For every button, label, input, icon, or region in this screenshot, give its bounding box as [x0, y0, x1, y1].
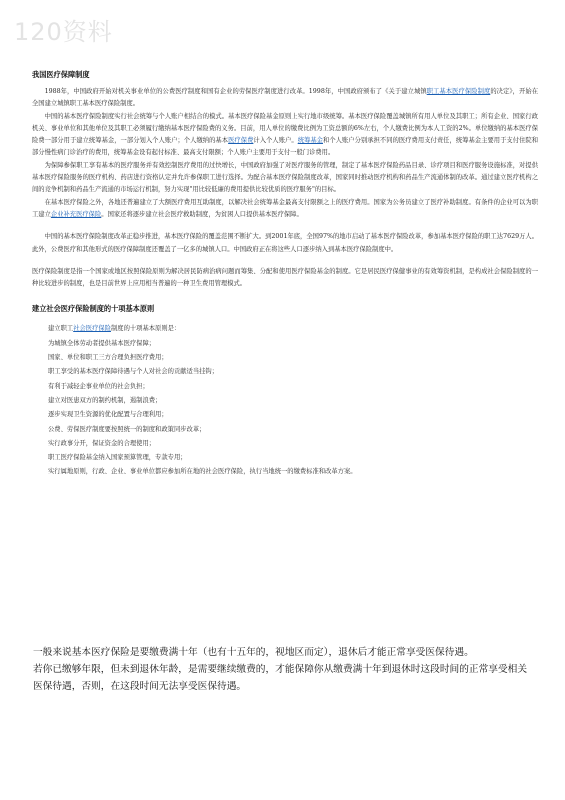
link-enterprise-supplementary-insurance[interactable]: 企业补充医疗保险	[50, 210, 102, 218]
section-title-medical-insurance-system: 我国医疗保障制度	[32, 70, 90, 79]
note-line-2: 若你已缴够年限，但未到退休年龄，是需要继续缴费的，才能保障你从缴费满十年到退休时这段时间的正常享受相关医保待遇，否则，在这段时间无法享受医保待遇。	[33, 664, 528, 693]
principles-list	[32, 322, 538, 479]
document-body	[32, 70, 538, 480]
paragraph-service-management: 为保障参保职工享有基本的医疗服务并有效控制医疗费用的过快增长，中国政府加强了对医疗服务的管理，制定了基本医疗保险药品目录、诊疗项目和医疗服务设施标准，对提供基本医疗保险服务的医疗机构、药店进行资格认定并允许参保职工进行选择。为配合基本医疗保险制度改革，国家同时推动医疗机构和药品生产流通体制的改革。通过建立医疗机构之间的竞争机制和药品生产流通的市场运行机制，努力实现"用比较低廉的费用提供比较优质的医疗服务"的目标。	[32, 161, 538, 194]
text: 1988年，中国政府开始对机关事业单位的公费医疗制度和国有企业的劳保医疗制度进行改革。1998年，中国政府颁布了《关于建立城镇	[44, 88, 427, 95]
paragraph-supplementary-insurance	[32, 197, 538, 222]
link-pooled-fund[interactable]: 统筹基金	[297, 137, 323, 145]
list-item: 为城镇全体劳动者提供基本医疗保障；	[48, 339, 156, 347]
text: 建立职工	[48, 325, 74, 333]
paragraph-reform-progress: 中国的基本医疗保险制度改革正稳步推进，基本医疗保险的覆盖范围不断扩大。到2001年底，全国97%的地市启动了基本医疗保险改革，参加基本医疗保险的职工达7629万人。此外，公费医疗和其他形式的医疗保障制度还覆盖了一亿多的城镇人口。中国政府正在将这些人口逐步纳入到基本医疗保险制度中。	[32, 233, 538, 253]
watermark-logo: 120资料	[14, 18, 113, 46]
list-item: 国家、单位和职工三方合理负担医疗费用；	[48, 354, 168, 362]
list-item: 职工享受的基本医疗保障待遇与个人对社会的贡献适当挂钩；	[48, 368, 219, 376]
link-social-medical-insurance[interactable]: 社会医疗保险	[73, 325, 111, 333]
paragraph-definition: 医疗保险制度是指一个国家或地区按照保险原则为解决居民防病治病问题而筹集、分配和使用医疗保险基金的制度。它是居民医疗保健事业的有效筹资机制，是构成社会保险制度的一种比较进步的制度，也是目前世界上应用相当普遍的一种卫生费用管理模式。	[32, 267, 538, 288]
list-item: 职工医疗保险基金纳入国家预算管理，专款专用；	[48, 454, 187, 462]
text: 。国家还将逐步建立社会医疗救助制度，为贫困人口提供基本医疗保障。	[101, 210, 303, 218]
list-item: 有利于减轻企事业单位的社会负担；	[48, 382, 149, 390]
text: 和个人账户分别承担不同的医疗费用支付责任，统筹基金主要用于支付住院和部分慢性病门诊治疗的费用，统筹基金设有起付标准、最高支付限额；个人账户主要用于支付一般门诊费用。	[32, 137, 539, 157]
contribution-note	[33, 644, 533, 696]
list-item: 实行政事分开，保证资金的合理使用；	[48, 439, 156, 447]
text: 计入个人账户。	[253, 137, 298, 145]
text: 制度的十项基本原则是：	[110, 325, 181, 333]
section-title-ten-principles: 建立社会医疗保险制度的十项基本原则	[32, 304, 155, 314]
list-item: 实行属地原则，行政、企业、事业单位都应参加所在地的社会医疗保险，执行当地统一的缴费标准和改革方案。	[48, 468, 357, 476]
list-item: 公费、劳保医疗制度要按照统一的制度和政策同步改革；	[48, 425, 206, 433]
text: 的决定》，开始在全国建立城镇职工基本医疗保险制度。	[32, 88, 538, 108]
paragraph-insurance-model	[32, 111, 538, 160]
link-basic-medical-insurance[interactable]: 职工基本医疗保险制度	[426, 88, 491, 95]
text: 中国的基本医疗保险制度实行社会统筹与个人账户相结合的模式。基本医疗保险基金原则上实行地市级统筹。基本医疗保险覆盖城镇所有用人单位及其职工；所有企业、国家行政机关、事业单位和其他单位及其职工必须履行缴纳基本医疗保险费的义务。目前，用人单位的缴费比例为工资总额的6%左右，个人缴费比例为本人工资的2%。单位缴纳的基本医疗保险费一部分用于建立统筹基金，一部分划入个人账户；个人缴纳的基本	[32, 112, 538, 145]
paragraph-1988-reform	[32, 86, 538, 111]
list-intro	[32, 322, 538, 336]
link-medical-premium[interactable]: 医疗保费	[228, 137, 254, 145]
spacer	[32, 221, 538, 231]
spacer	[32, 256, 538, 266]
text: 在基本医疗保险之外，各地还普遍建立了大额医疗费用互助制度，以解决社会统筹基金最高支付限额之上的医疗费用。国家为公务员建立了医疗补助制度。有条件的企业可以为职工建立	[32, 198, 538, 218]
list-item: 建立对医患双方的制约机制，遏制浪费；	[48, 396, 162, 404]
spacer	[32, 290, 538, 304]
note-line-1: 一般来说基本医疗保险是要缴费满十年（也有十五年的，视地区而定），退休后才能正常享受医保待遇。	[33, 647, 474, 658]
list-item: 逐步实现卫生资源的优化配置与合理利用；	[48, 411, 168, 419]
